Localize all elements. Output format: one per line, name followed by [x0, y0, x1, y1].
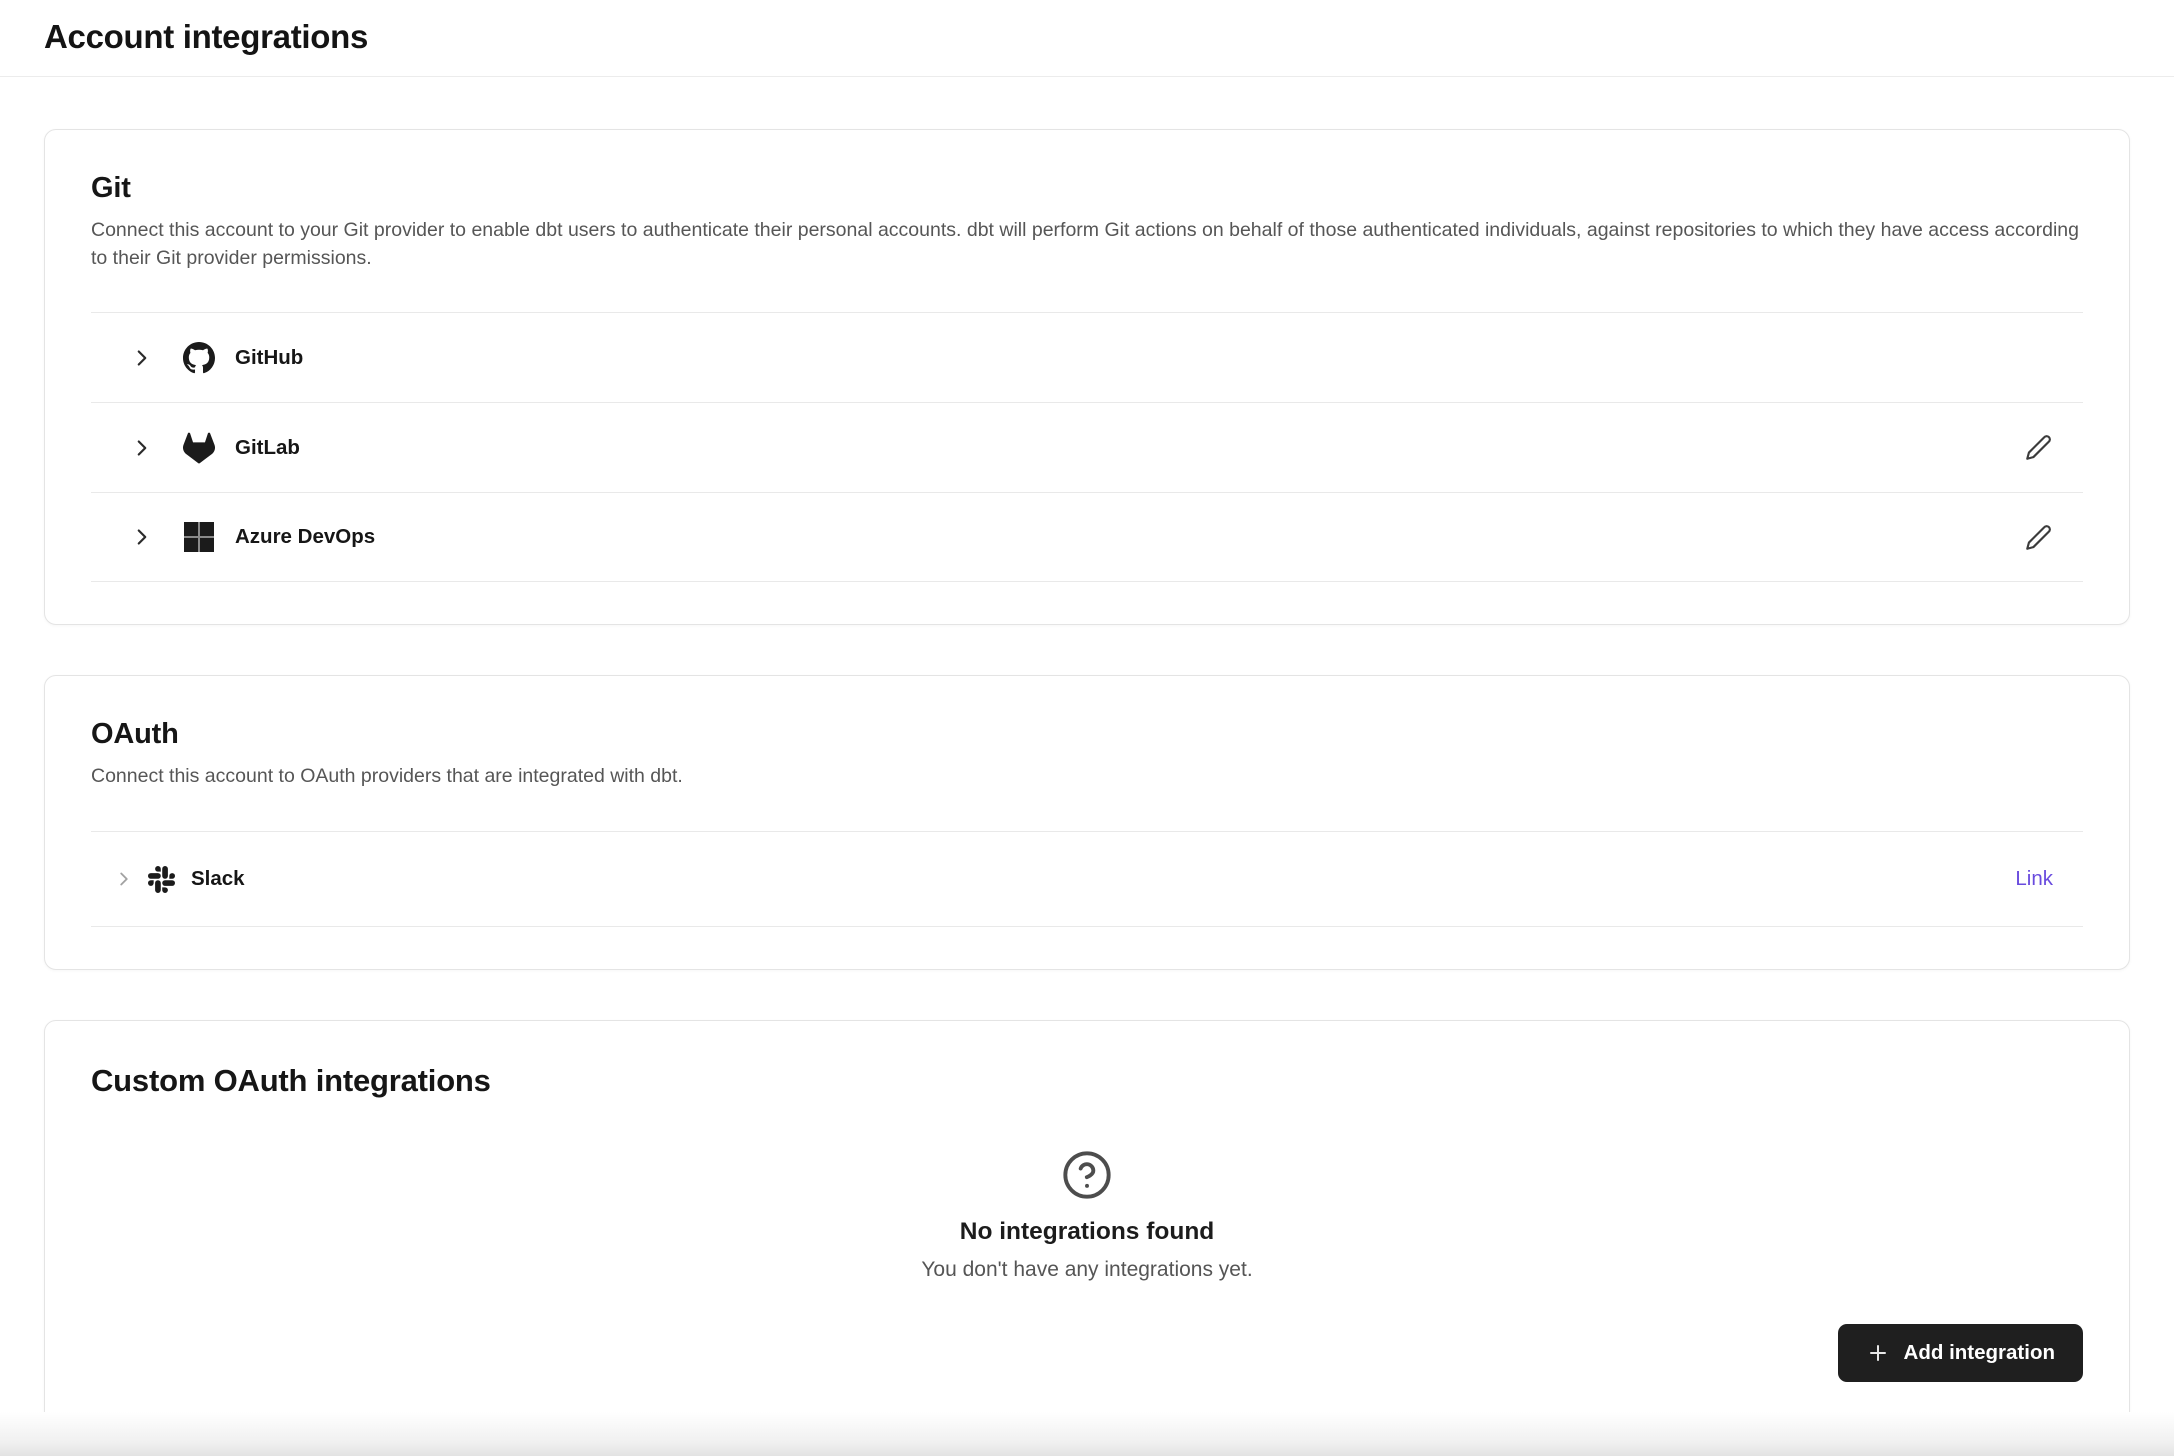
provider-name: Azure DevOps [235, 525, 376, 549]
chevron-right-icon [129, 524, 155, 550]
empty-state [91, 1149, 2083, 1282]
provider-name: Slack [191, 867, 245, 891]
provider-row-slack[interactable] [91, 831, 2083, 927]
custom-oauth-section-title: Custom OAuth integrations [91, 1063, 491, 1099]
chevron-right-icon [113, 868, 135, 890]
custom-oauth-footer [91, 1324, 2083, 1382]
provider-name: GitLab [235, 435, 300, 459]
page-header [0, 0, 2174, 77]
page-bottom-fade [0, 1412, 2174, 1456]
oauth-section-title: OAuth [91, 718, 179, 751]
empty-state-title: No integrations found [959, 1218, 1215, 1246]
expand-chevron-button[interactable] [129, 524, 155, 550]
add-integration-button[interactable] [1838, 1324, 2083, 1382]
git-section-title: Git [91, 172, 131, 204]
provider-row-azure-devops[interactable] [91, 492, 2083, 582]
plus-icon [1866, 1341, 1890, 1365]
edit-pencil-icon [2025, 434, 2052, 461]
chevron-right-icon [129, 435, 155, 461]
empty-state-subtitle: You don't have any integrations yet. [921, 1258, 1253, 1282]
oauth-section-description: Connect this account to OAuth providers that are integrated with dbt. [91, 765, 683, 788]
slack-icon [148, 866, 175, 893]
git-section-description: Connect this account to your Git provider to enable dbt users to authenticate their personal accounts. dbt will perform Git actions on behalf of those authenticated individuals, against repositories to which they have access according to their Git provider permissions. [91, 219, 2079, 269]
git-section-card [44, 129, 2130, 625]
add-integration-label: Add integration [1903, 1341, 2055, 1365]
oauth-section-card [44, 675, 2130, 970]
expand-chevron-button[interactable] [129, 435, 155, 461]
expand-chevron-button[interactable] [129, 345, 155, 371]
chevron-right-icon [129, 345, 155, 371]
provider-row-gitlab[interactable] [91, 402, 2083, 492]
slack-link-button[interactable]: Link [2015, 867, 2053, 891]
edit-gitlab-button[interactable] [2023, 433, 2053, 463]
edit-azure-devops-button[interactable] [2023, 522, 2053, 552]
custom-oauth-section-card [44, 1020, 2130, 1425]
oauth-provider-list [91, 831, 2083, 927]
main-content [0, 129, 2174, 1425]
help-circle-icon [1061, 1149, 1113, 1206]
gitlab-icon [183, 432, 215, 464]
edit-pencil-icon [2025, 524, 2052, 551]
page-title: Account integrations [44, 18, 369, 55]
git-provider-list [91, 312, 2083, 582]
github-icon [183, 342, 215, 374]
expand-chevron-button[interactable] [113, 868, 135, 890]
provider-row-github[interactable] [91, 312, 2083, 402]
azure-devops-icon [183, 521, 215, 553]
provider-name: GitHub [235, 345, 304, 369]
